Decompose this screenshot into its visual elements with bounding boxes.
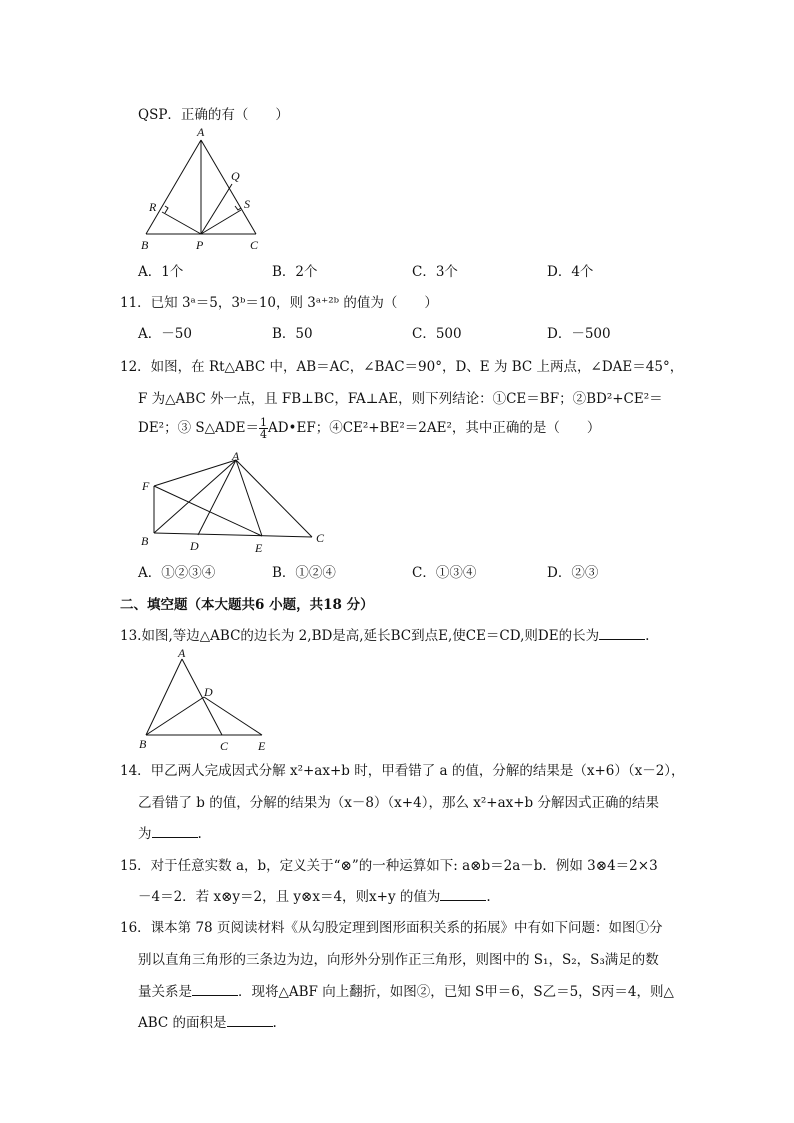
q13-text [120,624,649,644]
q12-fraction [259,417,268,440]
q12-line3 [138,416,600,440]
section-title: 二、填空题（本大题共6 小题，共18 分） [120,597,374,613]
q16-line4 [138,1011,277,1031]
label-D: D [204,685,213,699]
q12-option-c[interactable]: C．①③④ [412,565,477,581]
fraction-denominator: 4 [259,428,267,441]
q13-figure [136,645,276,755]
label-A: A [197,125,205,139]
q11-option-c[interactable]: C．500 [412,326,462,342]
q16-line1: 16．课本第 78 页阅读材料《从勾股定理到图形面积关系的拓展》中有如下问题：如图①分 [120,920,663,936]
q13-end: . [645,628,650,644]
q16-line3a: 量关系是 [138,984,192,1000]
q13-answer-blank[interactable] [599,627,645,640]
q12-option-b[interactable]: B．①②④ [272,565,336,581]
q15-line1: 15．对于任意实数 a，b，定义关于“⊗”的一种运算如下: a⊗b＝2a－b．例如 3⊗4＝2×3 [120,858,658,874]
label-B: B [139,737,147,751]
q14-line2: 乙看错了 b 的值，分解的结果为（x－8）（x+4），那么 x²+ax+b 分解因式正确的结果 [138,795,659,811]
q12-figure [136,448,336,556]
q12-line3b: AD•EF；④CE²+BE²＝2AE²，其中正确的是（ ） [267,420,601,436]
q16-line3 [138,980,674,1000]
label-R: R [149,200,157,214]
q10-option-b[interactable]: B．2个 [272,264,318,280]
q15-end: . [486,889,491,905]
q15-line2-text: －4＝2．若 x⊗y＝2，且 y⊗x＝4，则x+y 的值为 [138,889,441,905]
q16-end: . [272,1015,277,1031]
q16-line2: 别以直角三角形的三条边为边，向形外分别作正三角形，则图中的 S₁，S₂，S₃满足的数 [138,952,659,968]
q16-line3b: ．现将△ABF 向上翻折，如图②，已知 S甲＝6，S乙＝5，S丙＝4，则△ [238,984,674,1000]
label-P: P [196,238,204,252]
fraction-numerator: 1 [259,416,267,429]
label-A: A [178,646,186,660]
q12-line1: 12．如图，在 Rt△ABC 中，AB＝AC，∠BAC＝90°，D、E 为 BC 上两点，∠DAE＝45°， [120,359,684,375]
q12-line2: F 为△ABC 外一点，且 FB⊥BC，FA⊥AE，则下列结论：①CE＝BF；②BD²+CE²＝ [138,391,663,407]
q10-option-a[interactable]: A．1个 [138,264,184,280]
q11-option-d[interactable]: D．－500 [547,326,611,342]
label-E: E [258,739,266,753]
q14-line3-text: 为 [138,826,152,842]
label-E: E [255,541,263,555]
q14-answer-blank[interactable] [152,825,198,838]
q11-option-a[interactable]: A．－50 [138,326,192,342]
label-F: F [142,479,150,493]
q12-option-d[interactable]: D．②③ [547,565,599,581]
q14-line3 [138,822,202,842]
q16-answer-blank-2[interactable] [227,1014,273,1027]
label-S: S [244,197,250,211]
q15-line2 [138,885,491,905]
q12-line3a: DE²；③ S△ADE＝ [138,420,259,436]
q11-option-b[interactable]: B．50 [272,326,313,342]
q15-answer-blank[interactable] [440,888,486,901]
label-C: C [250,238,259,252]
q10-option-d[interactable]: D．4个 [547,264,594,280]
q11-text: 11．已知 3ᵃ＝5，3ᵇ＝10，则 3ᵃ⁺²ᵇ 的值为（ ） [120,295,438,311]
label-A: A [232,449,240,463]
q14-end: . [197,826,202,842]
q12-option-a[interactable]: A．①②③④ [138,565,216,581]
q10-option-c[interactable]: C．3个 [412,264,458,280]
label-B: B [141,238,149,252]
label-C: C [316,531,325,545]
q16-line4a: ABC 的面积是 [138,1015,227,1031]
q14-line1: 14．甲乙两人完成因式分解 x²+ax+b 时，甲看错了 a 的值，分解的结果是（x+6）（x－2）， [120,763,685,779]
label-D: D [190,539,199,553]
label-C: C [220,739,229,753]
q10-figure [138,122,268,256]
q16-answer-blank-1[interactable] [192,983,238,996]
label-B: B [141,534,149,548]
q10-tail: QSP．正确的有（ ） [138,107,289,123]
q13-body: 13.如图,等边△ABC的边长为 2,BD是高,延长BC到点E,使CE＝CD,则DE的长为 [120,628,600,644]
label-Q: Q [231,169,240,183]
